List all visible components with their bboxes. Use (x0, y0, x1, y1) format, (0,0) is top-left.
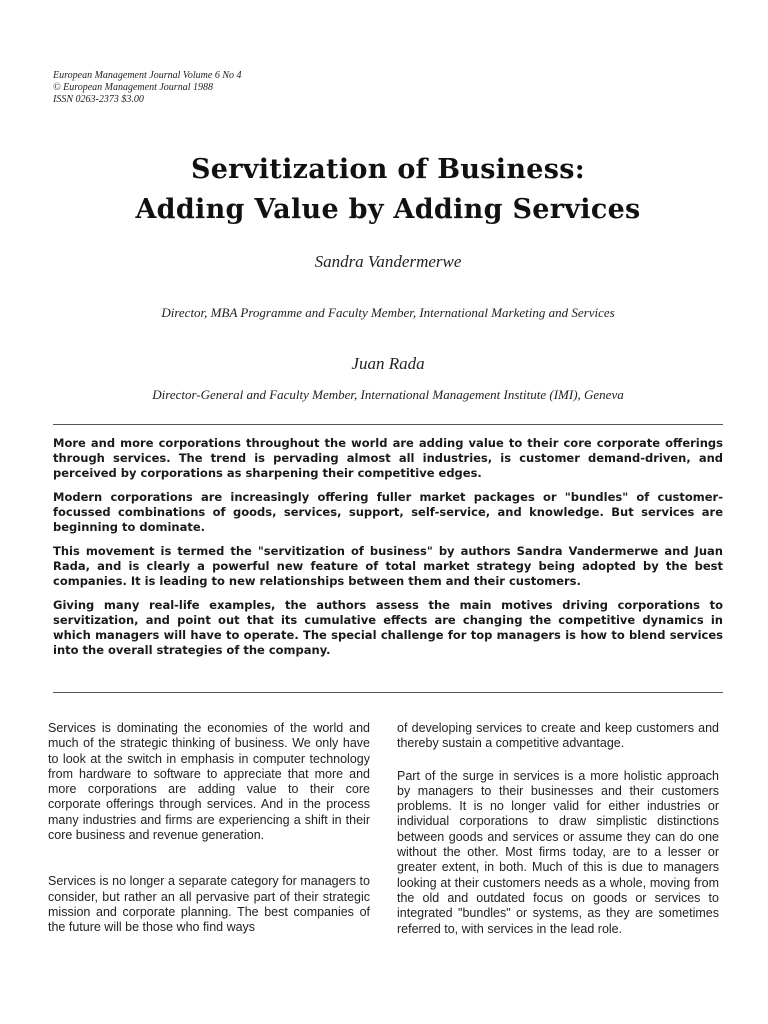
journal-issn: ISSN 0263-2373 $3.00 (53, 94, 144, 105)
author-name-2: Juan Rada (351, 354, 425, 373)
body-paragraph: Services is no longer a separate category for managers to consider, but rather an all pervasive part of their strategic mission and corporate planning. The best companies of the future will be those who find ways (48, 874, 370, 935)
title-line-2: Adding Value by Adding Services (135, 194, 641, 225)
body-column-left (48, 721, 370, 953)
body-column-right (397, 721, 719, 954)
abstract-paragraph: Modern corporations are increasingly offering fuller market packages or "bundles" of customer-focussed combinations of goods, services, support, self-service, and knowledge. But services are beginning to dominate. (53, 490, 723, 534)
journal-volume: European Management Journal Volume 6 No 4 (53, 70, 242, 81)
author-affiliation-2: Director-General and Faculty Member, International Management Institute (IMI), Geneva (152, 387, 624, 402)
title-line-1: Servitization of Business: (190, 154, 586, 185)
abstract (53, 436, 723, 667)
body-paragraph: Part of the surge in services is a more holistic approach by managers to their businesses and their customers problems. It is no longer valid for either industries or individual corporations to draw simplistic distinctions between goods and services or assume they can do one without the other. Most firms today, are to a lesser or greater extent, in both. Much of this is due to managers looking at their customers needs as a whole, moving from the old and outdated focus on goods or services to integrated "bundles" or systems, as they are sometimes referred to, with services in the lead role. (397, 768, 719, 936)
abstract-paragraph: This movement is termed the "servitization of business" by authors Sandra Vandermerwe and Juan Rada, and is clearly a powerful new feature of total market strategy being adopted by the best companies. It is leading to new relationships between them and their customers. (53, 544, 723, 588)
abstract-paragraph: More and more corporations throughout the world are adding value to their core corporate offerings through services. The trend is pervading almost all industries, is customer demand-driven, and perceived by corporations as sharpening their competitive edges. (53, 436, 723, 480)
author-affiliation-1: Director, MBA Programme and Faculty Member, International Marketing and Services (161, 305, 615, 320)
paper-title (0, 150, 768, 230)
body-paragraph: of developing services to create and keep customers and thereby sustain a competitive advantage. (397, 721, 719, 751)
author-name-1: Sandra Vandermerwe (314, 252, 462, 271)
abstract-top-rule (53, 424, 723, 425)
body-paragraph: Services is dominating the economies of the world and much of the strategic thinking of business. We only have to look at the switch in emphasis in computer technology from hardware to software to appreciate that more and more corporations are adding value to their core corporate offerings through services. And in the process many industries and firms are experiencing a shift in their core business and revenue generation. (48, 721, 370, 843)
journal-copyright: © European Management Journal 1988 (53, 82, 213, 93)
journal-meta (53, 70, 242, 106)
abstract-paragraph: Giving many real-life examples, the authors assess the main motives driving corporations to servitization, and point out that its cumulative effects are changing the competitive dynamics in which managers will have to operate. The special challenge for top managers is how to blend services into the overall strategies of the company. (53, 598, 723, 657)
abstract-bottom-rule (53, 692, 723, 693)
